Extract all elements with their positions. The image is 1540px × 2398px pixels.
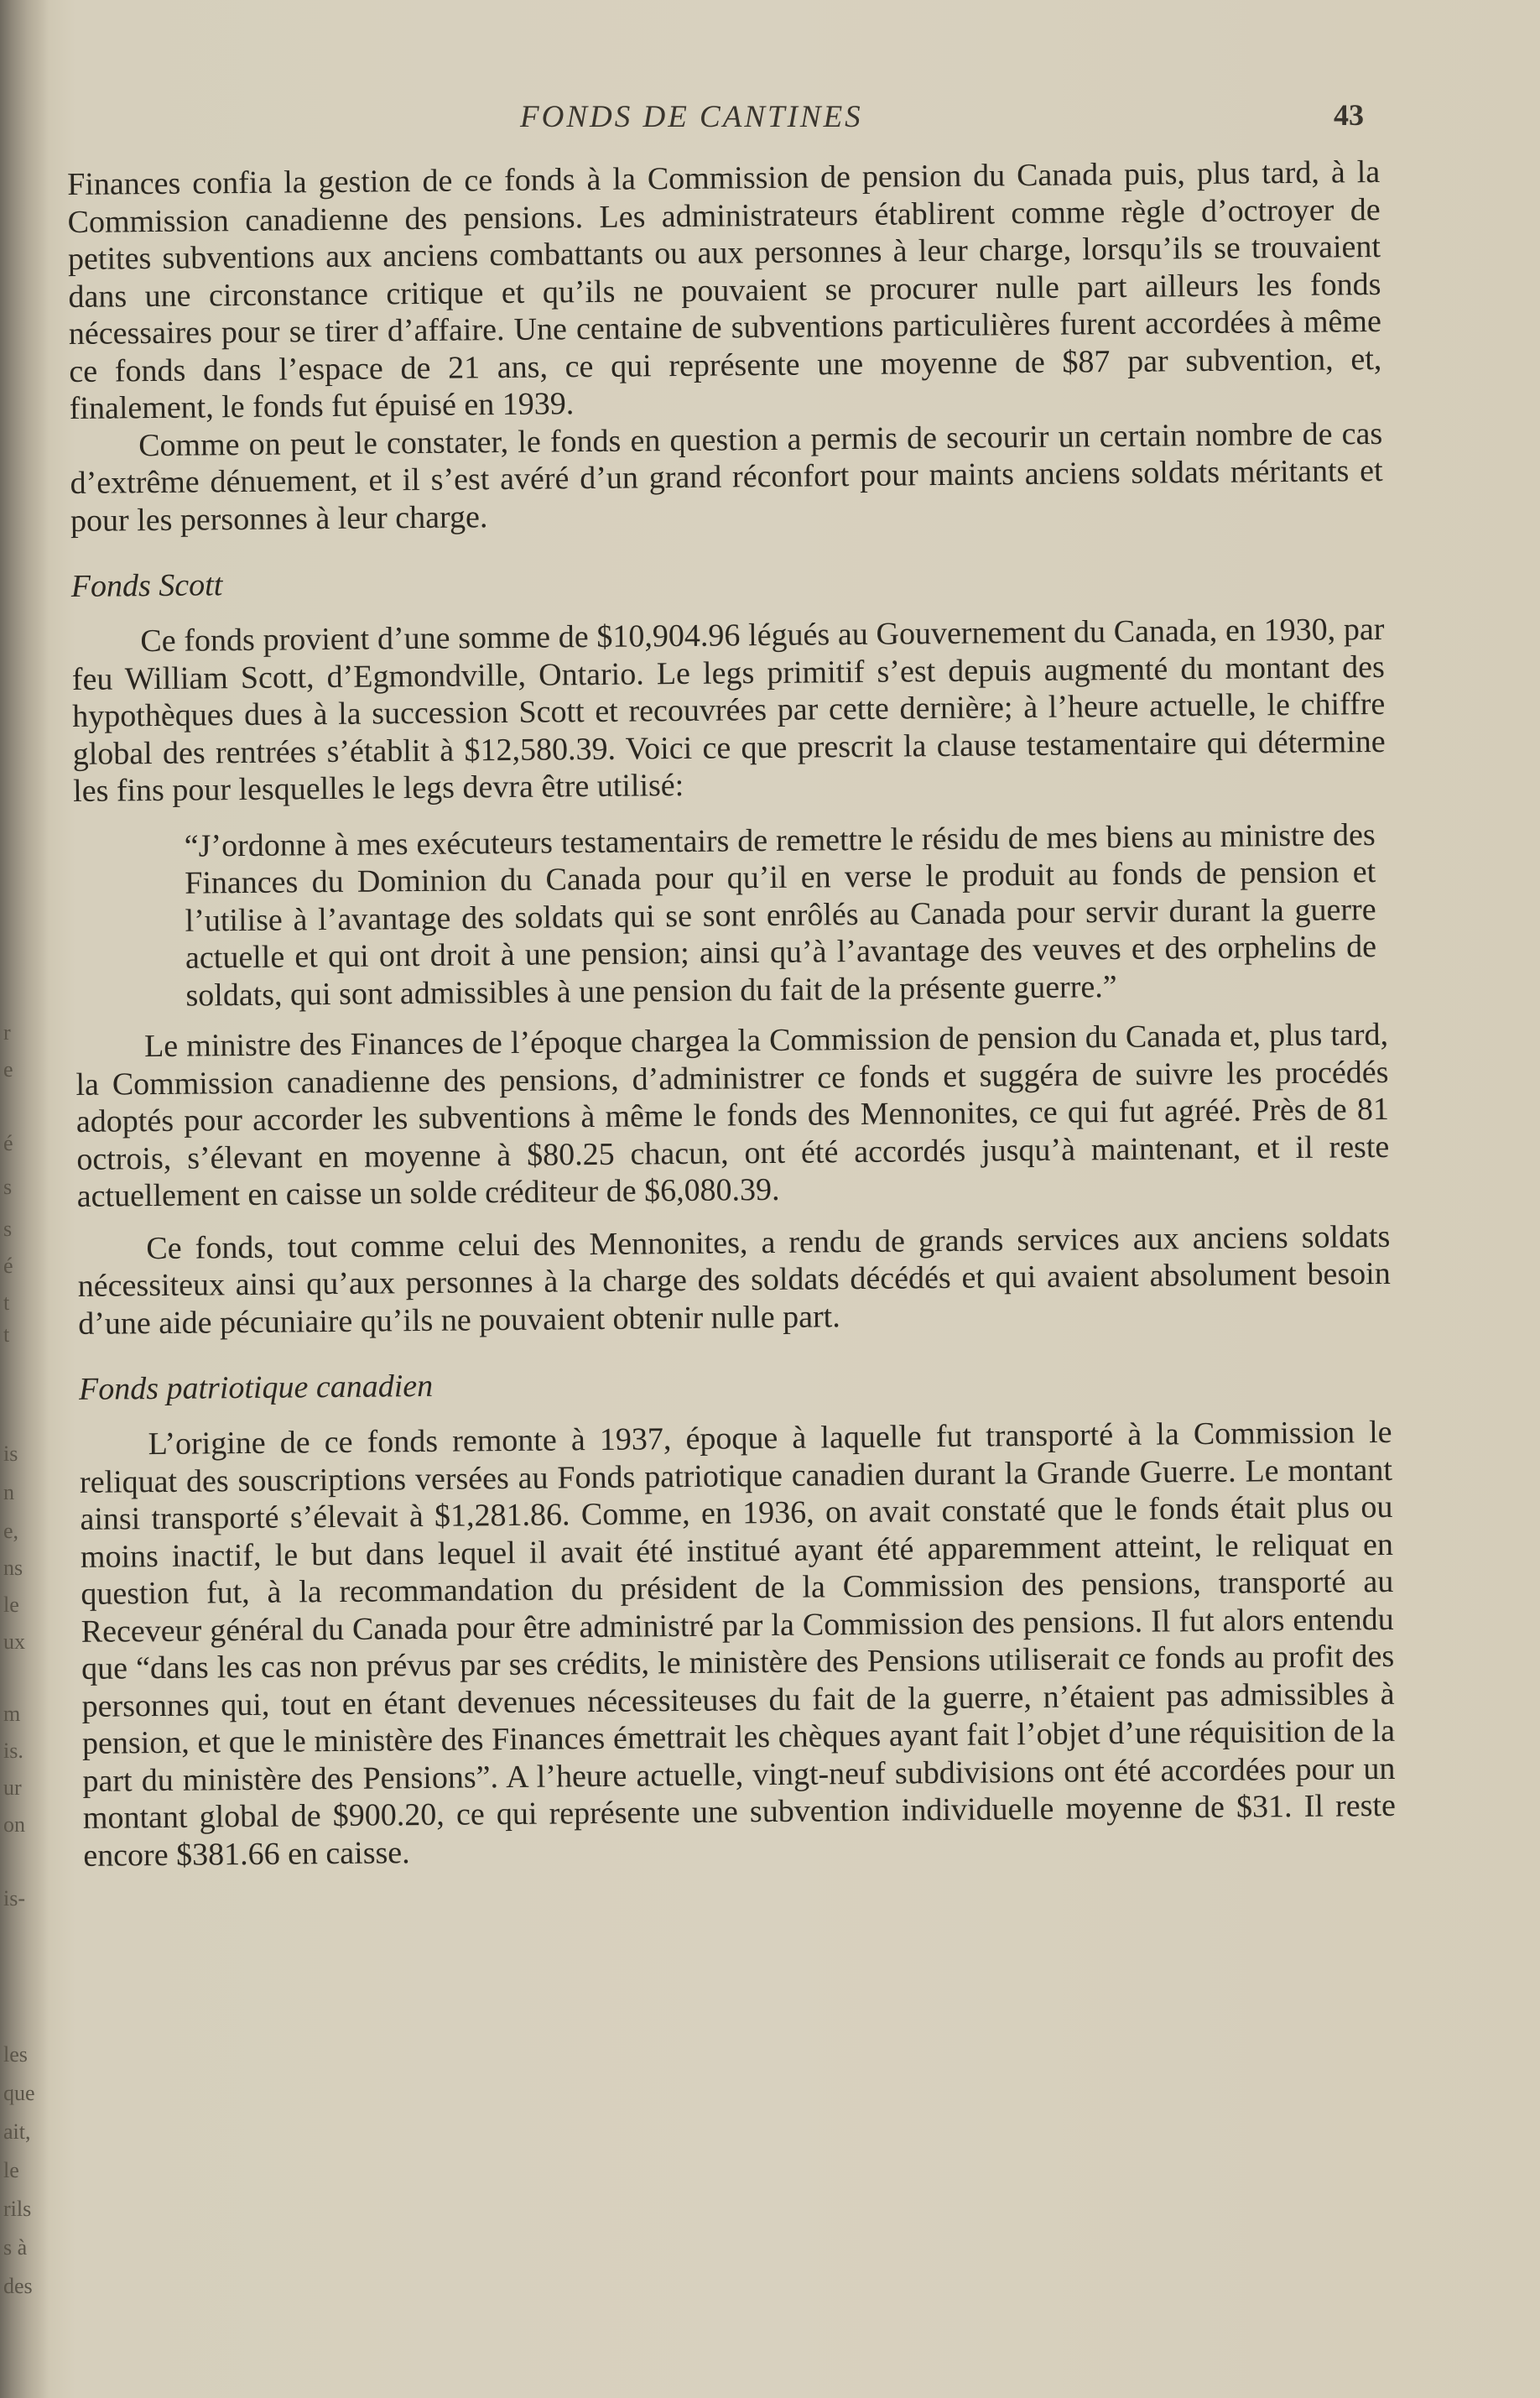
paragraph: Ce fonds, tout comme celui des Mennonites, a rendu de grands services aux anciens soldats nécessiteux ainsi qu’aux personnes à la charge des soldats décédés et qui avaient absolument besoin d’une aide pécuniaire qu’ils ne pouvaient obtenir nulle part. [77,1218,1391,1342]
section-heading: Fonds patriotique canadien [78,1368,434,1407]
margin-fragment: r [3,1020,11,1045]
margin-fragment: t [3,1322,10,1347]
margin-fragment: é [3,1254,13,1278]
running-title: FONDS DE CANTINES [520,100,863,134]
margin-fragment: e [3,1057,13,1082]
section-heading: Fonds Scott [70,567,223,604]
margin-fragment: m [3,1702,21,1726]
margin-fragment: é [3,1131,13,1155]
paragraph: Finances confia la gestion de ce fonds à la Commission de pension du Canada puis, plus tard, à la Commission canadienne des pensions. Les administrateurs établirent comme règle d’octroyer de petites subventions aux anciens combattants ou aux personnes à leur charge, lorsqu’ils se trouvaient dans une circonstance critique et qu’ils ne pouvaient se procurer nulle part ailleurs les fonds nécessaires pour se tirer d’affaire. Une centaine de subventions particulières furent accordées à même ce fonds dans l’espace de 21 ans, ce qui représente une moyenne de $87 par subvention, et, finalement, le fonds fut épuisé en 1939. [67,154,1382,426]
margin-fragment: t [3,1290,10,1315]
book-binding-shadow [0,0,49,2398]
margin-fragment: on [3,1812,25,1837]
block-quote: “J’ordonne à mes exécuteurs testamentairs de remettre le résidu de mes biens au ministre des Finances du Dominion du Canada pour qu’il en verse le produit au fonds de pension et l’utilise à l’avantage des soldats qui se sont enrôlés au Canada pour servir durant la guerre actuelle et qui ont droit à une pension; ainsi qu’à l’avantage des veuves et des orphelins de soldats, qui sont admissibles à une pension du fait de la présente guerre.” [184,816,1377,1014]
margin-fragment: ns [3,1556,23,1580]
margin-fragment: n [3,1480,14,1504]
margin-fragment: ur [3,1775,22,1800]
margin-fragment: le [3,1593,19,1617]
paragraph: Comme on peut le constater, le fonds en question a permis de secourir un certain nombre de cas d’extrême dénuement, et il s’est avéré d’un grand réconfort pour maints anciens soldats méritants et pour les personnes à leur charge. [70,415,1383,539]
margin-fragment: des [3,2274,33,2298]
margin-fragment: les [3,2042,28,2067]
margin-fragment: s [3,1217,13,1241]
margin-fragment: s à [3,2235,28,2260]
paragraph: Ce fonds provient d’une somme de $10,904.96 légués au Gouvernement du Canada, en 1930, par feu William Scott, d’Egmondville, Ontario. Le legs primitif s’est depuis augmenté du montant des hypothèques dues à la succession Scott et recouvrées par cette dernière; à l’heure actuelle, le chiffre global des rentrées s’établit à $12,580.39. Voici ce que prescrit la clause testamentaire qui détermine les fins pour lesquelles le legs devra être utilisé: [71,611,1386,809]
margin-fragment: ux [3,1629,25,1654]
margin-fragment: ait, [3,2119,31,2144]
margin-fragment: que [3,2081,35,2105]
margin-fragment: is. [3,1739,23,1763]
margin-fragment: is [3,1441,18,1466]
page-number: 43 [1334,98,1364,132]
paragraph: L’origine de ce fonds remonte à 1937, époque à laquelle fut transporté à la Commission le reliquat des souscriptions versées au Fonds patriotique canadien durant la Grande Guerre. Le montant ainsi transporté s’élevait à $1,281.86. Comme, en 1936, on avait constaté que le fonds était plus ou moins inactif, le but dans lequel il avait été institué ayant été apparemment atteint, le reliquat en question fut, à la recommandation du président de la Commission des pensions, transporté au Receveur général du Canada pour être administré par la Commission des pensions. Il fut alors entendu que “dans les cas non prévus par ses crédits, le ministère des Pensions utiliserait ce fonds au profit des personnes qui, tout en étant devenues nécessiteuses du fait de la guerre, n’étaient pas admissibles à pension, et que le ministère des Finances émettrait les chèques ayant fait l’objet d’une réquisition de la part du ministère des Pensions”. A l’heure actuelle, vingt-neuf subdivisions ont été accordées pour un montant global de $900.20, ce qui représente une subvention individuelle moyenne de $31. Il reste encore $381.66 en caisse. [79,1414,1397,1874]
margin-fragment: s [3,1175,13,1199]
running-head [0,94,1540,144]
page-body [67,154,1396,1874]
margin-fragment: e, [3,1519,19,1543]
margin-fragment: le [3,2158,19,2182]
margin-fragment: rils [3,2197,32,2221]
paragraph: Le ministre des Finances de l’époque chargea la Commission de pension du Canada et, plus tard, la Commission canadienne des pensions, d’administrer ce fonds et suggéra de suivre les procédés adoptés pour accorder les subventions à même le fonds des Mennonites, ce qui fut agréé. Près de 81 octrois, s’élevant en moyenne à $80.25 chacun, ont été accordés jusqu’à maintenant, et il reste actuellement en caisse un solde créditeur de $6,080.39. [75,1016,1390,1214]
margin-fragment: is- [3,1886,25,1911]
